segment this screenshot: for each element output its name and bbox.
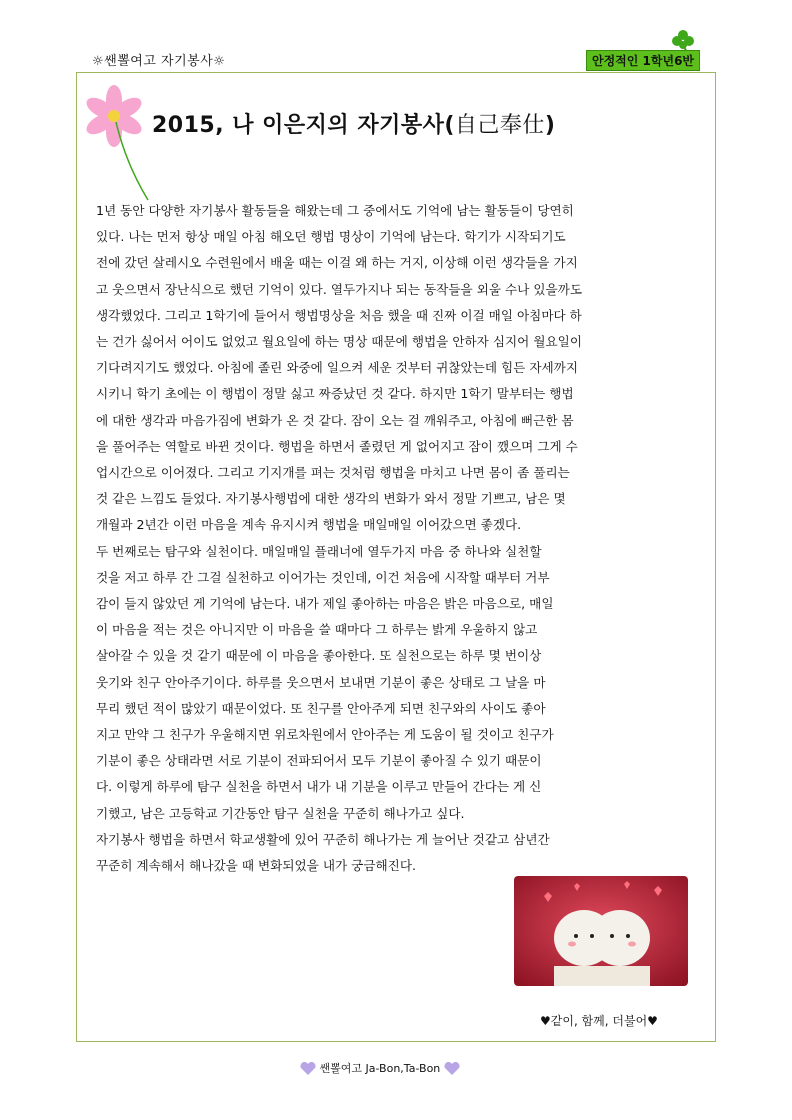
text-line: 다. 이렇게 하루에 탐구 실천을 하면서 내가 내 기분을 이루고 만들어 간다는 게 신 [96,779,542,795]
title-close: ) [544,113,556,138]
text-line: 기분이 좋은 상태라면 서로 기분이 전파되어서 모두 기분이 좋아질 수 있기 때문이 [96,753,542,769]
heart-right-icon [444,1062,460,1076]
title-main: 2015, 나 이은지의 자기봉사( [152,113,455,138]
text-line: 살아갈 수 있을 것 같기 때문에 이 마음을 좋아한다. 또 실천으로는 하루 몇 번이상 [96,648,542,664]
essay-body [96,198,672,879]
text-line: 자기봉사 행법을 하면서 학교생활에 있어 꾸준히 해나가는 게 늘어난 것같고 삼년간 [96,831,550,847]
title-hanja: 自己奉仕 [454,113,545,138]
paragraph-3 [96,827,672,879]
class-badge: 안정적인 1학년6반 [586,50,700,71]
text-line: 생각했었다. 그리고 1학기에 들어서 행법명상을 처음 했을 때 진짜 이걸 매일 아침마다 하 [96,307,582,323]
text-line: 꾸준히 계속해서 해나갔을 때 변화되었을 내가 궁금해진다. [96,858,416,874]
text-line: 무리 했던 적이 많았기 때문이었다. 또 친구를 안아주게 되면 친구와의 사이도 좋아 [96,700,546,716]
text-line: 감이 들지 않았던 게 기억에 남는다. 내가 제일 좋아하는 마음은 밝은 마음으로, 매일 [96,596,554,612]
text-line: 두 번째로는 탐구와 실천이다. 매일매일 플래너에 열두가지 마음 중 하나와 실천할 [96,543,542,559]
paragraph-1 [96,198,672,539]
cosmos-flower-icon [82,84,152,204]
text-line: 는 건가 싫어서 어이도 없었고 월요일에 하는 명상 때문에 행법을 안하자 심지어 월요일이 [96,334,582,350]
text-line: 것을 저고 하루 간 그걸 실천하고 이어가는 것인데, 이건 처음에 시작할 때부터 거부 [96,569,550,585]
text-line: 시키니 학기 초에는 이 행법이 정말 싫고 짜증났던 것 같다. 하지만 1학기 말부터는 행법 [96,386,574,402]
text-line: 고 웃으면서 장난식으로 했던 기억이 있다. 열두가지나 되는 동작들을 외울 수나 있을까도 [96,281,582,297]
text-line: 있다. 나는 먼저 항상 매일 아침 해오던 행법 명상이 기억에 남는다. 학기가 시작되기도 [96,229,566,245]
friends-photo [514,876,688,986]
text-line: 전에 갔던 살레시오 수련원에서 배울 때는 이걸 왜 하는 거지, 이상해 이런 생각들을 가지 [96,255,578,271]
text-line: 기했고, 남은 고등학교 기간동안 탐구 실천을 꾸준히 해나가고 싶다. [96,805,465,821]
text-line: 업시간으로 이어졌다. 그리고 기지개를 펴는 것처럼 행법을 마치고 나면 몸이 좀 풀리는 [96,465,570,481]
text-line: 기다려지기도 했었다. 아침에 졸린 와중에 일으켜 세운 것부터 귀찮았는데 힘든 자세까지 [96,360,578,376]
page-title [152,108,555,139]
text-line: 이 마음을 적는 것은 아니지만 이 마음을 쓸 때마다 그 하루는 밝게 우울하지 않고 [96,622,538,638]
text-line: 것 같은 느낌도 들었다. 자기봉사행법에 대한 생각의 변화가 와서 정말 기쁘고, 남은 몇 [96,491,566,507]
footer-text: 쌘뽈여고 Ja-Bon,Ta-Bon [319,1062,441,1075]
heart-left-icon [300,1062,316,1076]
text-line: 을 풀어주는 역할로 바뀐 것이다. 행법을 하면서 졸렸던 게 없어지고 잠이 깼으며 그게 수 [96,438,578,454]
header-title: ☼쌘뽈여고 자기봉사☼ [92,54,226,69]
text-line: 1년 동안 다양한 자기봉사 활동들을 해왔는데 그 중에서도 기억에 남는 활동들이 당연히 [96,203,574,218]
photo-caption: ♥같이, 함께, 더불어♥ [540,1014,658,1028]
text-line: 개월과 2년간 이런 마음을 계속 유지시켜 행법을 매일매일 이어갔으면 좋겠다. [96,517,522,533]
paragraph-2 [96,539,672,827]
text-line: 에 대한 생각과 마음가짐에 변화가 온 것 같다. 잠이 오는 걸 깨워주고, 아침에 뻐근한 몸 [96,412,574,428]
text-line: 지고 만약 그 친구가 우울해지면 위로차원에서 안아주는 게 도움이 될 것이고 친구가 [96,727,554,743]
text-line: 웃기와 친구 안아주기이다. 하루를 웃으면서 보내면 기분이 좋은 상태로 그 날을 마 [96,674,546,690]
footer [300,1060,460,1076]
